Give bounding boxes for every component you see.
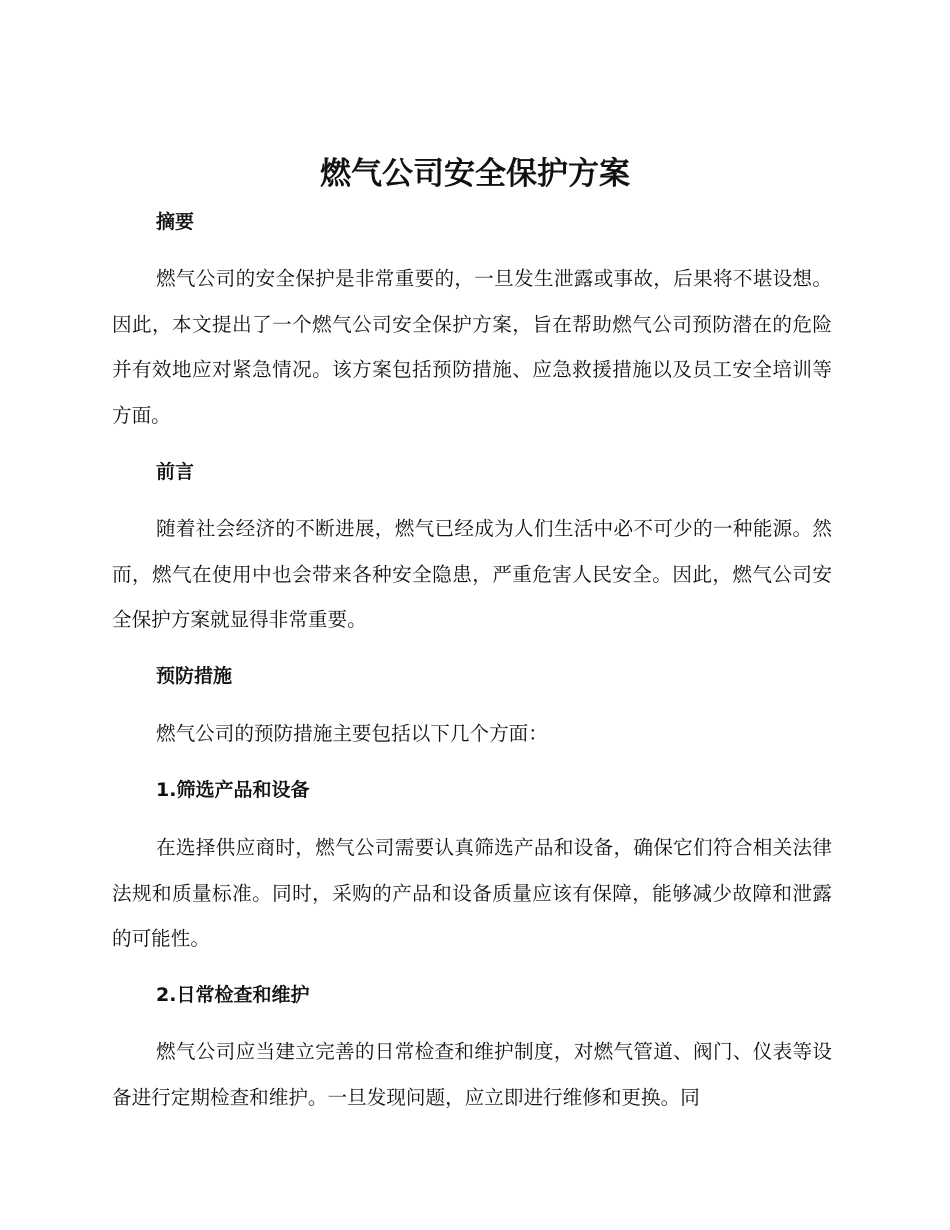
paragraph-item-1: 在选择供应商时，燃气公司需要认真筛选产品和设备，确保它们符合相关法律法规和质量标准。同时，采购的产品和设备质量应该有保障，能够减少故障和泄露的可能性。 xyxy=(112,836,832,950)
heading-abstract: 摘要 xyxy=(156,211,195,233)
heading-prevention: 预防措施 xyxy=(156,665,233,687)
paragraph-preface: 随着社会经济的不断进展，燃气已经成为人们生活中必不可少的一种能源。然而，燃气在使用中也会带来各种安全隐患，严重危害人民安全。因此，燃气公司安全保护方案就显得非常重要。 xyxy=(112,517,832,631)
heading-item-2: 2.日常检查和维护 xyxy=(156,984,310,1006)
document-title: 燃气公司安全保护方案 xyxy=(320,156,630,192)
paragraph-item-2: 燃气公司应当建立完善的日常检查和维护制度，对燃气管道、阀门、仪表等设备进行定期检查和维护。一旦发现问题，应立即进行维修和更换。同 xyxy=(112,1040,832,1109)
paragraph-prevention-intro: 燃气公司的预防措施主要包括以下几个方面： xyxy=(156,722,548,745)
heading-item-1: 1.筛选产品和设备 xyxy=(156,779,310,801)
heading-preface: 前言 xyxy=(156,461,195,483)
paragraph-abstract: 燃气公司的安全保护是非常重要的，一旦发生泄露或事故，后果将不堪设想。因此，本文提出了一个燃气公司安全保护方案，旨在帮助燃气公司预防潜在的危险并有效地应对紧急情况。该方案包括预防措施、应急救援措施以及员工安全培训等方面。 xyxy=(112,267,832,427)
